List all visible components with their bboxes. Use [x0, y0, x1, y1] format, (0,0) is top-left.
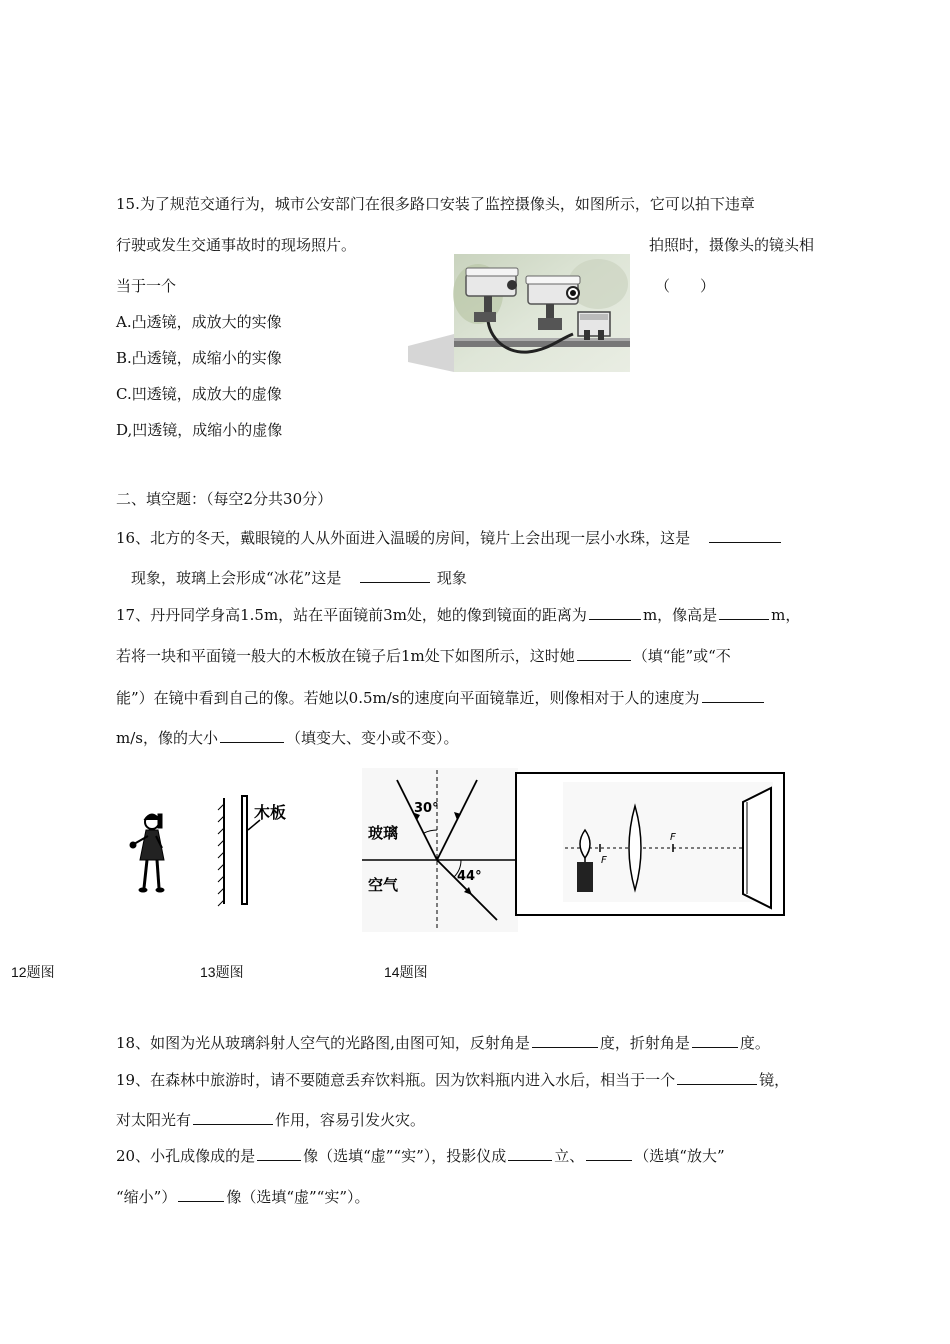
q18-text-b: 度，折射角是: [599, 1034, 690, 1052]
q17-line2: [116, 644, 731, 666]
q20-text2b: 像（选填“虚”“实”）。: [226, 1188, 370, 1206]
q17-text1c: m，: [771, 606, 801, 624]
q20-text1d: （选填“放大”: [634, 1147, 725, 1165]
angle-30-label: 30°: [414, 801, 439, 816]
q17-blank-distance[interactable]: [589, 603, 641, 620]
q15-option-a: A.凸透镜，成放大的实像: [116, 313, 282, 331]
air-label: 空气: [368, 876, 399, 894]
q19-text2b: 作用，容易引发火灾。: [275, 1111, 426, 1129]
q20-blank-orientation[interactable]: [508, 1144, 552, 1161]
q17-text4a: m/s，像的大小: [116, 729, 218, 747]
q20-line1: [116, 1144, 725, 1166]
q20-blank-pinhole[interactable]: [257, 1144, 301, 1161]
q19-line2: [116, 1108, 425, 1130]
q20-blank-type[interactable]: [178, 1185, 224, 1202]
q20-text1c: 立、: [554, 1147, 585, 1165]
q17-blank-height[interactable]: [719, 603, 769, 620]
q15-option-b: B.凸透镜，成缩小的实像: [116, 349, 282, 367]
q16-blank2[interactable]: [360, 566, 430, 583]
q18-blank-reflection[interactable]: [532, 1031, 598, 1048]
q17-blank-can-see[interactable]: [577, 644, 631, 661]
section2-heading: 二、填空题：（每空2分共30分）: [116, 490, 333, 508]
q19-text1a: 19、在森林中旅游时，请不要随意丢弃饮料瓶。因为饮料瓶内进入水后，相当于一个: [116, 1071, 676, 1089]
q17-line3: [116, 686, 766, 708]
q15-stem-line2-right: 拍照时，摄像头的镜头相: [649, 236, 815, 254]
q17-blank-speed[interactable]: [702, 686, 764, 703]
caption-12: 12题图: [11, 964, 55, 980]
wooden-board: [242, 796, 247, 904]
q18-line: [116, 1031, 770, 1053]
q17-line4: [116, 726, 459, 748]
girl-figure: [130, 814, 164, 892]
q17-text2b: （填“能”或“不: [632, 647, 731, 665]
focus-left-label: F: [601, 855, 607, 866]
q19-text1b: 镜，: [759, 1071, 790, 1089]
q20-text1b: 像（选填“虚”“实”），投影仪成: [303, 1147, 507, 1165]
q16-text1: 16、北方的冬天，戴眼镜的人从外面进入温暖的房间，镜片上会出现一层小水珠，这是: [116, 529, 691, 547]
q15-stem-line2: 行驶或发生交通事故时的现场照片。: [116, 236, 357, 254]
figure-13-refraction: [362, 768, 518, 932]
caption-14: 14题图: [384, 964, 428, 980]
q15-stem-line1: 15.为了规范交通行为，城市公安部门在很多路口安装了监控摄像头，如图所示，它可以拍下违章: [116, 195, 755, 213]
q17-text1a: 17、丹丹同学身高1.5m，站在平面镜前3m处，她的像到镜面的距离为: [116, 606, 587, 624]
focus-right-label: F: [670, 832, 676, 843]
q17-text2a: 若将一块和平面镜一般大的木板放在镜子后1m处下如图所示，这时她: [116, 647, 575, 665]
q17-text4b: （填变大、变小或不变）。: [285, 729, 459, 747]
q19-line1: [116, 1068, 789, 1090]
q19-text2a: 对太阳光有: [116, 1111, 192, 1129]
glass-label: 玻璃: [368, 824, 399, 842]
q19-blank-lens[interactable]: [677, 1068, 757, 1085]
q16-line2: [131, 566, 467, 588]
q17-text1b: m，像高是: [642, 606, 718, 624]
q16-text2b: 现象: [436, 569, 467, 587]
q16-blank1[interactable]: [709, 526, 781, 543]
board-label: 木板: [254, 803, 287, 822]
q15-option-c: C.凹透镜，成放大的虚像: [116, 385, 282, 403]
q19-blank-effect[interactable]: [193, 1108, 273, 1125]
q15-option-d: D,凹透镜，成缩小的虚像: [116, 421, 283, 439]
figure-12-mirror: [120, 790, 300, 910]
q15-answer-paren: （ ）: [655, 277, 716, 295]
angle-44-label: 44°: [457, 869, 482, 884]
q20-blank-size[interactable]: [586, 1144, 632, 1161]
q17-blank-size[interactable]: [220, 726, 284, 743]
q15-stem-line3: 当于一个: [116, 277, 177, 295]
q20-line2: [116, 1185, 370, 1207]
q18-text-c: 度。: [739, 1034, 770, 1052]
caption-13: 13题图: [200, 964, 244, 980]
candle: [577, 862, 593, 892]
q20-text1a: 20、小孔成像成的是: [116, 1147, 256, 1165]
q16-line1: [116, 526, 783, 548]
q18-blank-refraction[interactable]: [692, 1031, 738, 1048]
figure-14-lens: [515, 772, 785, 916]
q17-text3a: 能”）在镜中看到自己的像。若她以0.5m/s的速度向平面镜靠近，则像相对于人的速度为: [116, 689, 700, 707]
plane-mirror: [218, 798, 224, 906]
camera-photo: [408, 254, 630, 374]
q20-text2a: “缩小”）: [116, 1188, 177, 1206]
q17-line1: [116, 603, 800, 625]
q18-text-a: 18、如图为光从玻璃斜射人空气的光路图,由图可知，反射角是: [116, 1034, 530, 1052]
q16-text2a: 现象，玻璃上会形成“冰花”这是: [131, 569, 342, 587]
